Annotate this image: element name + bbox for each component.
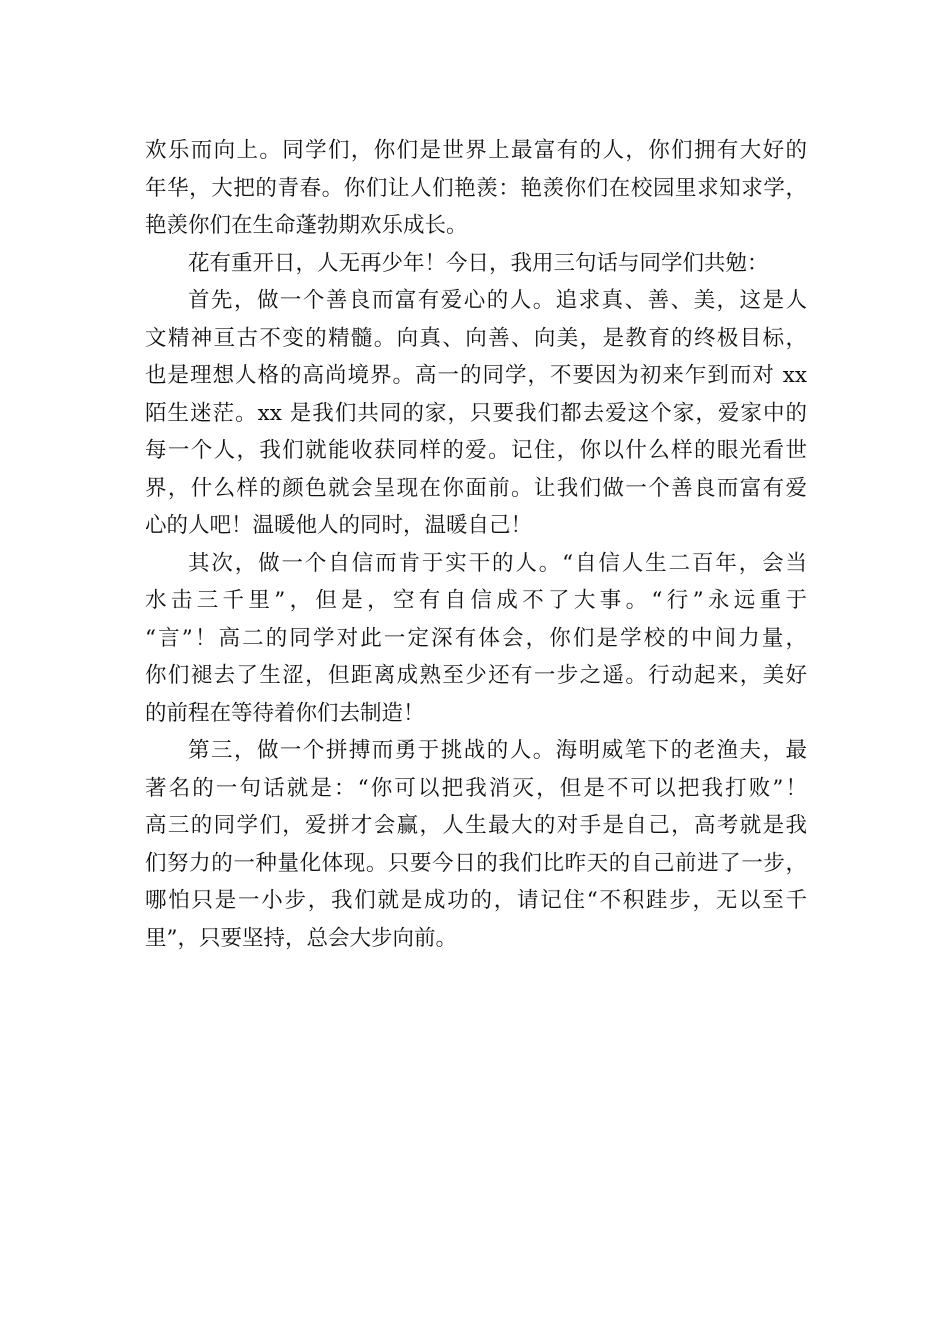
paragraph-4 [145, 545, 807, 733]
paragraph-5 [145, 732, 807, 957]
text-line: 你们褪去了生涩，但距离成熟至少还有一步之遥。行动起来，美好 [145, 663, 807, 688]
paragraph-1 [145, 132, 807, 245]
document-body [145, 132, 807, 957]
text-line: 文精神亘古不变的精髓。向真、向善、向美，是教育的终极目标， [145, 325, 807, 351]
text-line: 也是理想人格的高尚境界。高一的同学，不要因为初来乍到而对 xx [145, 363, 807, 388]
text-line: 年华，大把的青春。你们让人们艳羡：艳羡你们在校园里求知求学， [145, 175, 807, 201]
text-line: 首先，做一个善良而富有爱心的人。追求真、善、美，这是人 [188, 288, 807, 313]
text-line: 其次，做一个自信而肯于实干的人。“自信人生二百年，会当 [188, 550, 807, 576]
text-line: 哪怕只是一小步，我们就是成功的，请记住“不积跬步，无以至千 [145, 888, 807, 913]
text-line: 高三的同学们，爱拼才会赢，人生最大的对手是自己，高考就是我 [145, 813, 807, 838]
text-line: 心的人吧！温暖他人的同时，温暖自己！ [145, 513, 533, 538]
paragraph-3 [145, 282, 807, 545]
text-line: “言”！高二的同学对此一定深有体会，你们是学校的中间力量， [145, 625, 807, 651]
text-line: 水击三千里”，但是，空有自信成不了大事。“行”永远重于 [145, 588, 807, 613]
text-line: 花有重开日，人无再少年！今日，我用三句话与同学们共勉： [188, 250, 769, 276]
text-line: 艳羡你们在生命蓬勃期欢乐成长。 [145, 213, 468, 238]
paragraph-2 [145, 245, 807, 283]
text-line: 第三，做一个拼搏而勇于挑战的人。海明威笔下的老渔夫，最 [188, 738, 807, 763]
text-line: 里”，只要坚持，总会大步向前。 [145, 925, 457, 951]
text-line: 界，什么样的颜色就会呈现在你面前。让我们做一个善良而富有爱 [145, 475, 807, 501]
text-line: 陌生迷茫。xx 是我们共同的家，只要我们都去爱这个家，爱家中的 [145, 400, 807, 426]
text-line: 每一个人，我们就能收获同样的爱。记住，你以什么样的眼光看世 [145, 438, 807, 463]
text-line: 们努力的一种量化体现。只要今日的我们比昨天的自己前进了一步， [145, 850, 807, 876]
text-line: 著名的一句话就是：“你可以把我消灭，但是不可以把我打败”！ [145, 775, 807, 801]
text-line: 的前程在等待着你们去制造！ [145, 700, 425, 726]
text-line: 欢乐而向上。同学们，你们是世界上最富有的人，你们拥有大好的 [145, 138, 807, 163]
